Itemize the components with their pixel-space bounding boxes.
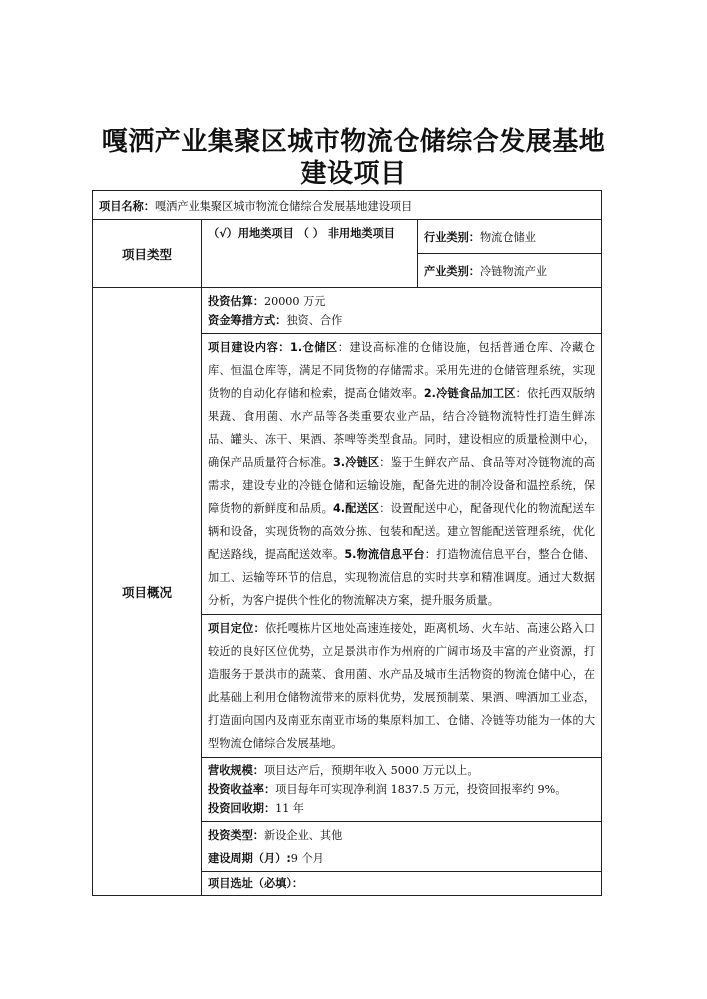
content-item-5-text: ：打造物流信息平台，整合仓储、加工、运输等环节的信息，实现物流信息的实时共享和精准调度。通过大数据分析，为客户提供个性化的物流解决方案，提升服务质量。 [208, 548, 596, 607]
investment-estimate-label: 投资估算： [208, 295, 264, 308]
construction-period-value: 9 个月 [290, 852, 324, 865]
content-item-1-text: ：建设高标准的仓储设施，包括普通仓库、冷藏仓库、恒温仓库等，满足不同货物的存储需求。采用先进的仓储管理系统，实现货物的自动化存储和检索，提高仓储效率。 [208, 341, 596, 400]
project-name-cell [93, 191, 602, 220]
positioning-cell [202, 615, 602, 758]
investment-cell [202, 288, 602, 334]
funding-value: 独资、合作 [286, 314, 343, 327]
product-category-cell [418, 254, 602, 288]
content-item-4-head: 4.配送区 [333, 502, 380, 515]
land-use-type: （√）用地类项目 （ ） 非用地类项目 [202, 220, 418, 288]
content-item-4-text: ：设置配送中心，配备现代化的物流配送车辆和设备，实现货物的高效分拣、包装和配送。建立智能配送管理系统，优化配送路线，提高配送效率。 [208, 502, 596, 561]
document-title-line2: 建设项目 [300, 159, 407, 189]
site-label: 项目选址（必填）： [208, 877, 304, 890]
positioning-text: 依托嘎栋片区地处高速连接处，距离机场、火车站、高速公路入口较近的良好区位优势，立足景洪市作为州府的广阔市场及丰富的产业资源，打造服务于景洪市的蔬菜、食用菌、水产品及城市生活物资的物流仓储中心，在此基础上利用仓储物流带来的原料优势，发展预制菜、果酒、啤酒加工业态，打造面向国内及南亚东南亚市场的集原料加工、仓储、冷链等功能为一体的大型物流仓储综合发展基地。 [208, 622, 596, 750]
content-item-3-head: 3.冷链区 [333, 456, 380, 469]
revenue-value: 项目达产后，预期年收入 5000 万元以上。 [263, 764, 479, 777]
payback-value: 11 年 [275, 802, 305, 815]
document-title-line1: 嘎洒产业集聚区城市物流仓储综合发展基地 [101, 127, 606, 157]
project-info-table [92, 190, 602, 896]
returns-cell [202, 758, 602, 822]
content-item-5-head: 5.物流信息平台 [344, 548, 425, 561]
investment-type-cell [202, 822, 602, 872]
payback-label: 投资回收期： [208, 802, 276, 815]
construction-period-label: 建设周期（月）: [208, 852, 291, 865]
construction-content-cell [202, 334, 602, 615]
site-cell [202, 872, 602, 896]
product-category-label: 产业类别： [424, 264, 480, 278]
investment-type-label: 投资类型： [208, 829, 264, 842]
industry-category-label: 行业类别： [424, 230, 480, 244]
investment-type-value: 新设企业、其他 [263, 829, 343, 842]
industry-category-cell [418, 220, 602, 254]
revenue-label: 营收规模： [208, 764, 264, 777]
overview-label: 项目概况 [93, 288, 202, 896]
content-item-3-text: ：鉴于生鲜农产品、食品等对冷链物流的高需求，建设专业的冷链仓储和运输设施，配备先进的制冷设备和温控系统，保障货物的新鲜度和品质。 [208, 456, 596, 515]
industry-category-value: 物流仓储业 [479, 230, 536, 244]
product-category-value: 冷链物流产业 [479, 264, 548, 278]
project-type-label: 项目类型 [93, 220, 202, 288]
content-label: 项目建设内容： [208, 341, 291, 354]
positioning-label: 项目定位： [208, 622, 265, 635]
content-item-2-head: 2.冷链食品加工区 [423, 387, 516, 400]
content-item-2-text: ：依托西双版纳果蔬、食用菌、水产品等各类重要农业产品，结合冷链物流特性打造生鲜冻品、罐头、冻干、果酒、茶啤等类型食品。同时，建设相应的质量检测中心，确保产品质量符合标准。 [208, 387, 596, 469]
investment-estimate-value: 20000 万元 [263, 295, 326, 308]
content-item-1-head: 1.仓储区 [290, 341, 338, 354]
project-name-label: 项目名称： [99, 200, 155, 213]
project-name-value: 嘎洒产业集聚区城市物流仓储综合发展基地建设项目 [154, 200, 413, 213]
return-rate-value: 项目每年可实现净利润 1837.5 万元，投资回报率约 9%。 [275, 783, 567, 796]
funding-label: 资金筹措方式： [208, 314, 287, 327]
return-rate-label: 投资收益率： [208, 783, 276, 796]
